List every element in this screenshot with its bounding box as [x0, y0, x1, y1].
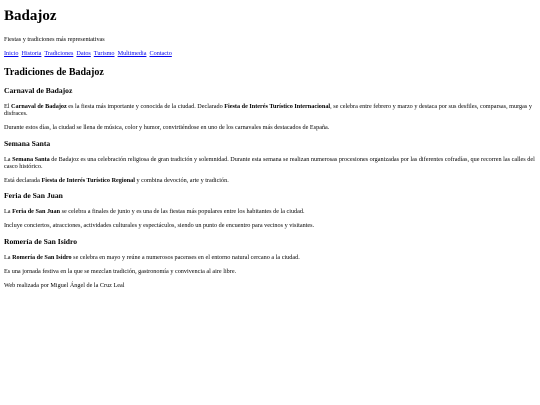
page-title: Badajoz [4, 8, 57, 24]
carnaval-bold-name: Carnaval de Badajoz [11, 103, 67, 110]
romeria-title: Romería de San Isidro [4, 236, 78, 246]
romeria-bold-name: Romería de San Isidro [12, 253, 72, 261]
carnaval-paragraph-1: El Carnaval de Badajoz es la fiesta más importante y conocida de la ciudad. Declarado Fiesta de Interés Turístico Internacional, se celebra entre febrero y marzo y destaca por sus desfiles, comparsas, murgas y disfraces. [4, 103, 532, 118]
site-header [4, 7, 536, 44]
footer-credit: Web realizada por Miguel Ángel de la Cruz Leal [4, 282, 125, 290]
semana-santa-bold-name: Semana Santa [12, 155, 50, 163]
semana-santa-paragraph-1: La Semana Santa de Badajoz es una celebración religiosa de gran tradición y solemnidad. Durante esta semana se realizan numerosas procesiones organizadas por las diferentes cofradías, que recorren las calles del casco histórico. [4, 155, 535, 170]
romeria-section [4, 237, 536, 275]
semana-santa-bold-declaration: Fiesta de Interés Turístico Regional [41, 177, 135, 185]
main-content [4, 66, 536, 275]
romeria-paragraph-2: Es una jornada festiva en la que se mezclan tradición, gastronomía y convivencia al aire libre. [4, 267, 237, 275]
semana-santa-paragraph-2: Está declarada Fiesta de Interés Turístico Regional y combina devoción, arte y tradición. [4, 177, 229, 185]
semana-santa-section [4, 139, 536, 185]
nav-link-inicio[interactable]: Inicio [4, 50, 19, 57]
nav-link-datos[interactable]: Datos [76, 50, 91, 57]
feria-title: Feria de San Juan [4, 191, 63, 201]
carnaval-section [4, 86, 536, 132]
feria-paragraph-2: Incluye conciertos, atracciones, actividades culturales y espectáculos, siendo un punto de encuentro para vecinos y visitantes. [4, 222, 315, 230]
carnaval-title: Carnaval de Badajoz [4, 86, 73, 95]
carnaval-paragraph-2: Durante estos días, la ciudad se llena de música, color y humor, convirtiéndose en uno de los carnavales más destacados de España. [4, 124, 330, 132]
nav-link-multimedia[interactable]: Multimedia [117, 50, 147, 57]
nav-link-tradiciones[interactable]: Tradiciones [44, 50, 74, 57]
romeria-paragraph-1: La Romería de San Isidro se celebra en mayo y reúne a numerosos pacenses en el entorno natural cercano a la ciudad. [4, 253, 300, 261]
feria-bold-name: Feria de San Juan [12, 208, 61, 216]
nav-link-contacto[interactable]: Contacto [149, 50, 172, 57]
nav-link-turismo[interactable]: Turismo [93, 50, 115, 57]
feria-section [4, 191, 536, 229]
feria-paragraph-1: La Feria de San Juan se celebra a finales de junio y es una de las fiestas más populares entre los habitantes de la ciudad. [4, 208, 305, 216]
main-nav [4, 50, 536, 58]
site-footer [4, 282, 536, 289]
page-subtitle: Fiestas y tradiciones más representativas [4, 36, 105, 43]
section-heading: Tradiciones de Badajoz [4, 67, 104, 78]
semana-santa-title: Semana Santa [4, 138, 51, 148]
carnaval-bold-declaration: Fiesta de Interés Turístico Internacional [224, 103, 331, 110]
nav-link-historia[interactable]: Historia [21, 50, 42, 57]
